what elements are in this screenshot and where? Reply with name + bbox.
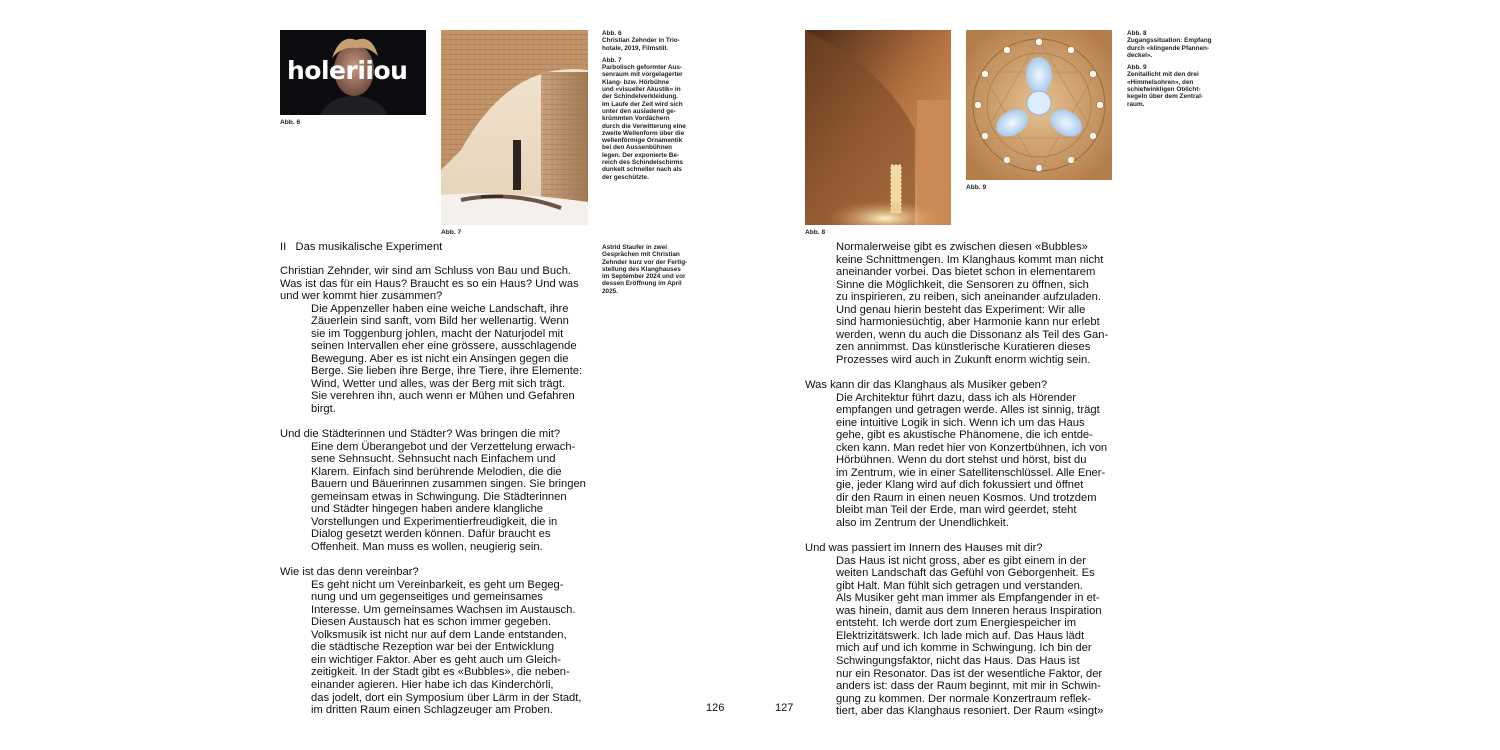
caption-title: Abb. 8 — [1127, 30, 1147, 37]
zenith-skylight-illustration — [966, 30, 1112, 180]
figure-abb9-ceiling-photo — [966, 30, 1112, 180]
interview-answer: Das Haus ist nicht gross, aber es gibt einem in der weiten Landschaft das Gefühl von Geborgenheit. Es gibt Halt. Man fühlt sich getragen und verstanden. Als Musiker geht man immer als Empfangender in et- was hinein, damit aus dem Inneren heraus Inspiration entsteht. Ich werde dort zum Energiespeicher im Elektrizitätswerk. Ich lade mich auf. Das Haus lädt mich auf und ich komme in Schwingung. Ich bin der Schwingungsfaktor, nicht das Haus. Das Haus ist nur ein Resonator. Das ist der wesentliche Faktor, der anders ist: dass der Raum beginnt, mit mir in Schwin- gung zu kommen. Der normale Konzertraum reflek- tiert, aber das Klanghaus resoniert. Der Raum «singt» — [836, 554, 1104, 718]
caption-column-right — [1127, 30, 1227, 113]
interview-answer: Die Appenzeller haben eine weiche Landschaft, ihre Zäuerlein sind sanft, vom Bild her wellenartig. Wenn sie im Toggenburg johlen, macht der Naturjodel mit seinen Intervallen eher eine grössere, ausschlagende Bewegung. Aber es ist nicht ein Ansingen gegen die Berge. Sie lieben ihre Berge, ihre Tiere, ihre Elemente: Wind, Wetter und alles, was der Berg mit sich trägt. Sie verehren ihn, auch wenn er Mühen und Gefahren birgt. — [311, 302, 583, 416]
page-number-left: 126 — [706, 702, 725, 714]
caption-text: Parbolisch geformter Aus- senraum mit vorgelagerter Klang- bzw. Hörbühne und «visueller Akustik» in der Schindelverkleidung. Im Laufe der Zeit wird sich unter den ausladend ge- krümmten Vordächern durch die Verwitterung eine zweite Wellenform über die wellenförmige Ornamentik bei den Aussenbühnen legen. Der exponierte Be- reich des Schindelschirms dunkelt schneller nach als der geschützte. — [602, 64, 686, 181]
interview-answer: Es geht nicht um Vereinbarkeit, es geht um Begeg- nung und um gegenseitiges und gemeinsames Interesse. Um gemeinsames Wachsen im Austausch. Diesen Austausch hat es schon immer gegeben. Volksmusik ist nicht nur auf dem Lande entstanden, die städtische Rezeption war bei der Entwicklung ein wichtiger Faktor. Aber es geht auch um Gleich- zeitigkeit. In der Stadt gibt es «Bubbles», die neben- einander agieren. Hier habe ich das Kinderchörli, das jodelt, dort ein Symposium über Lärm in der Stadt, im dritten Raum einen Schlagzeuger am Proben. — [311, 578, 582, 717]
figure-label-abb6: Abb. 6 — [280, 119, 301, 126]
caption-text: Zenitallicht mit den drei «Himmelsohren», den schiefwinkligen Oblicht- kegeln über dem Zentral- raum. — [1127, 71, 1203, 108]
qa-block — [280, 265, 600, 416]
interview-answer: Eine dem Überangebot und der Verzettelung erwach- sene Sehnsucht. Sehnsucht nach Einfachem und Klarem. Einfach sind berührende Melodien, die die Bauern und Bäuerinnen zusammen singen. Sie bringen gemeinsam etwas in Schwingung. Die Städterinnen und Städter hingegen haben andere klangliche Vorstellungen und Experimentierfreudigkeit, die in Dialog gesetzt werden können. Dafür braucht es Offenheit. Man muss es wollen, neugierig sein. — [311, 440, 586, 553]
interview-source-note: Astrid Staufer in zwei Gesprächen mit Christian Zehnder kurz vor der Fertig- stellung des Klanghauses im September 2024 und vor dessen Eröffnung im April 2025. — [602, 244, 688, 295]
interview-question: Und was passiert im Innern des Hauses mit dir? — [805, 542, 1043, 555]
caption-title: Abb. 6 — [602, 30, 622, 37]
interview-question: Wie ist das denn vereinbar? — [280, 566, 419, 579]
qa-block — [280, 566, 600, 717]
right-body-text — [805, 241, 1125, 718]
curved-shingle-facade-illustration — [441, 30, 588, 225]
caption-abb6 — [602, 30, 702, 52]
figure-label-abb7: Abb. 7 — [441, 229, 462, 236]
figure-label-abb9: Abb. 9 — [966, 184, 987, 191]
page-number-right: 127 — [775, 702, 794, 714]
interview-answer: Die Architektur führt dazu, dass ich als Hörender empfangen und getragen werde. Alles ist sinnig, trägt eine intuitive Logik in sich. Wenn ich um das Haus gehe, gibt es akustische Phänomene, die ich entde- cken kann. Man redet hier von Konzertbühnen, ich von Hörbühnen. Wenn du dort stehst und hörst, bist du im Zentrum, wie in einer Satellitenschlüssel. Alle Ener- gie, jeder Klang wird auf dich fokussiert und öffnet dir den Raum in einen neuen Kosmos. Und trotzdem bleibt man Teil der Erde, man wird geerdet, steht also im Zentrum der Unendlichkeit. — [836, 391, 1108, 529]
interview-question: Was kann dir das Klanghaus als Musiker geben? — [805, 378, 1048, 391]
caption-abb9 — [1127, 64, 1227, 108]
left-body-text — [280, 265, 600, 717]
qa-block — [280, 428, 600, 553]
caption-title: Abb. 9 — [1127, 64, 1147, 72]
interview-question: Christian Zehnder, wir sind am Schluss von Bau und Buch. Was ist das für ein Haus? Braucht es so ein Haus? Und was und wer kommt hier zusammen? — [280, 265, 579, 303]
continued-answer: Normalerweise gibt es zwischen diesen «Bubbles» keine Schnittmengen. Im Klanghaus kommt man nicht aneinander vorbei. Das bietet schon in elementarem Sinne die Möglichkeit, die Sensoren zu öffnen, sich zu inspirieren, zu reiben, sich aneinander aufzuladen. Und genau hierin besteht das Experiment: Wir alle sind harmoniesüchtig, aber Harmonie kann nur erlebt werden, wenn du auch die Dissonanz als Teil des Gan- zen annimmst. Das künstlerische Kuratieren dieses Prozesses wird auch in Zukunft enorm wichtig sein. — [836, 241, 1109, 366]
caption-text: Zugangssituation: Empfang durch «klingende Pfannen- deckel». — [1127, 37, 1212, 59]
qa-block — [805, 379, 1125, 530]
qa-block — [805, 542, 1125, 718]
caption-abb8 — [1127, 30, 1227, 59]
figure-abb6-film-still — [280, 30, 426, 115]
figure-abb7-outdoor-photo — [441, 30, 588, 225]
interior-entrance-illustration — [805, 30, 951, 225]
film-still-overlay-text: holeriiou — [287, 56, 408, 85]
caption-text: Christian Zehnder in Trio- hotale, 2019, Filmstill. — [602, 37, 680, 52]
figure-abb8-interior-photo — [805, 30, 951, 225]
caption-column-left — [602, 30, 702, 186]
section-heading: II Das musikalische Experiment — [280, 241, 443, 253]
caption-abb7 — [602, 57, 702, 181]
figure-label-abb8: Abb. 8 — [805, 229, 826, 236]
caption-title: Abb. 7 — [602, 56, 622, 64]
interview-question: Und die Städterinnen und Städter? Was bringen die mit? — [280, 428, 561, 441]
